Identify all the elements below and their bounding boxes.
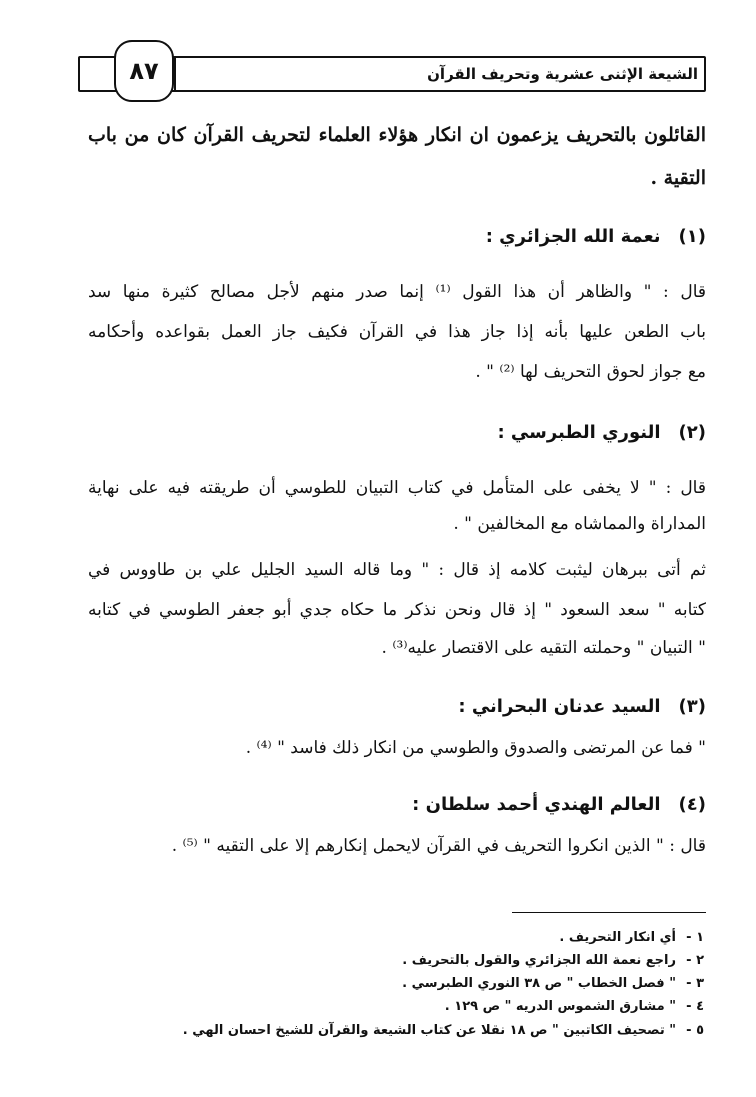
section-2-line-1: قال : " لا يخفى على المتأمل في كتاب التبيان للطوسي أن طريقته فيه على نهاية bbox=[88, 478, 706, 498]
footnote-rule bbox=[512, 912, 706, 913]
intro-line-2: التقية . bbox=[650, 167, 706, 189]
section-number: (١) bbox=[678, 226, 706, 247]
section-title: النوري الطبرسي : bbox=[497, 422, 661, 443]
section-heading bbox=[88, 794, 706, 815]
footnote bbox=[402, 953, 704, 968]
footnote bbox=[402, 976, 704, 991]
section-1-line-1: قال : " والظاهر أن هذا القول ⁽¹⁾ إنما صدر منهم لأجل مصالح كثيرة منها سد bbox=[88, 282, 706, 302]
section-2-line-3: ثم أتى ببرهان ليثبت كلامه إذ قال : " وما قاله السيد الجليل علي بن طاووس في bbox=[88, 560, 706, 580]
footnote bbox=[445, 999, 704, 1014]
section-2-line-5: " التبيان " وحملته التقيه على الاقتصار عليه⁽³⁾ . bbox=[381, 638, 706, 658]
footnote-number: ٣ - bbox=[686, 976, 704, 991]
section-1-line-2: باب الطعن عليها بأنه إذا جاز هذا في القرآن فكيف جاز العمل بقواعده وأحكامه bbox=[88, 322, 706, 342]
footnote-number: ٥ - bbox=[686, 1023, 704, 1038]
footnote-text: راجع نعمة الله الجزائري والقول بالتحريف . bbox=[402, 953, 676, 968]
section-heading bbox=[88, 226, 706, 247]
section-heading bbox=[88, 696, 706, 717]
section-4-line-1: قال : " الذين انكروا التحريف في القرآن لايحمل إنكارهم إلا على التقيه " ⁽⁵⁾ . bbox=[171, 836, 706, 856]
section-number: (٢) bbox=[678, 422, 706, 443]
footnote-text: أي انكار التحريف . bbox=[559, 930, 676, 945]
page-number: ٨٧ bbox=[114, 40, 174, 102]
header-divider bbox=[174, 56, 176, 92]
section-2-line-4: كتابه " سعد السعود " إذ قال ونحن نذكر ما حكاه جدي أبو جعفر الطوسي في كتابه bbox=[88, 600, 706, 620]
footnote-text: " مشارق الشموس الدريه " ص ١٢٩ . bbox=[444, 999, 676, 1014]
footnote-number: ٢ - bbox=[686, 953, 704, 968]
section-3-line-1: " فما عن المرتضى والصدوق والطوسي من انكار ذلك فاسد " ⁽⁴⁾ . bbox=[245, 738, 706, 758]
footnote-text: " تصحيف الكاتبين " ص ١٨ نقلا عن كتاب الشيعة والقرآن للشيخ احسان الهي . bbox=[182, 1023, 676, 1038]
section-heading bbox=[88, 422, 706, 443]
running-title: الشيعة الإثنى عشرية وتحريف القرآن bbox=[427, 65, 698, 83]
section-1-line-3: مع جواز لحوق التحريف لها ⁽²⁾ " . bbox=[475, 362, 706, 382]
section-title: السيد عدنان البحراني : bbox=[458, 696, 661, 717]
footnote bbox=[183, 1023, 704, 1038]
section-2-line-2: المداراة والمماشاه مع المخالفين " . bbox=[453, 514, 706, 534]
section-title: العالم الهندي أحمد سلطان : bbox=[412, 794, 661, 815]
footnote bbox=[559, 930, 704, 945]
intro-line-1: القائلون بالتحريف يزعمون ان انكار هؤلاء العلماء لتحريف القرآن كان من باب bbox=[88, 124, 706, 146]
footnote-number: ١ - bbox=[686, 930, 704, 945]
footnote-text: " فصل الخطاب " ص ٣٨ النوري الطبرسي . bbox=[402, 976, 676, 991]
section-title: نعمة الله الجزائري : bbox=[485, 226, 661, 247]
footnote-number: ٤ - bbox=[686, 999, 704, 1014]
section-number: (٣) bbox=[678, 696, 706, 717]
section-number: (٤) bbox=[678, 794, 706, 815]
